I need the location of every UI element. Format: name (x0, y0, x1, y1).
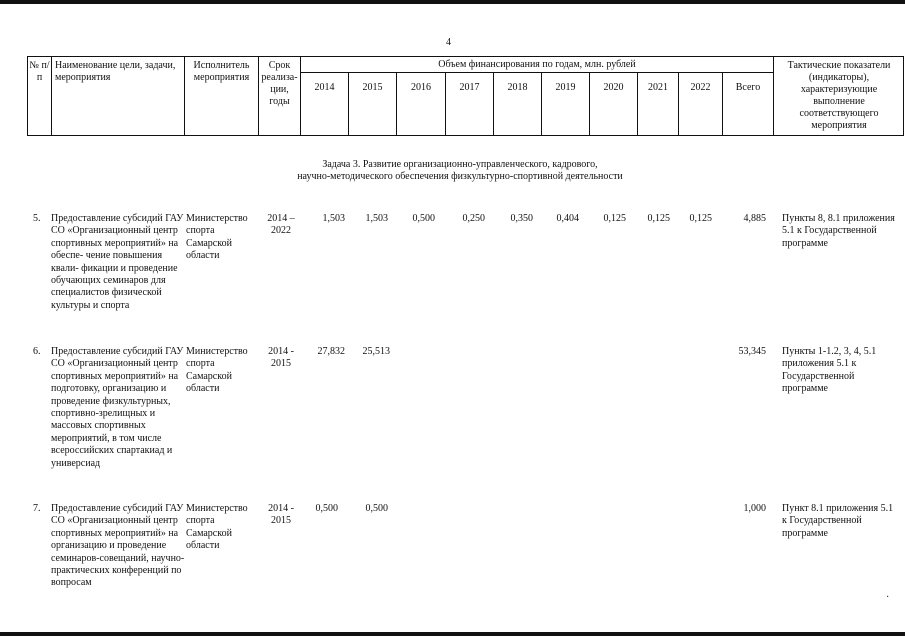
row-value: 25,513 (362, 346, 390, 357)
header-year: 2017 (459, 82, 480, 93)
header-divider (51, 57, 52, 135)
row-term: 2014 - 2015 (268, 346, 294, 370)
header-total: Всего (735, 82, 761, 93)
bottom-border (0, 632, 905, 636)
header-num: № п/п (29, 60, 50, 83)
row-indicators: Пункты 1-1.2, 3, 4, 5.1 приложения 5.1 к Государственной программе (782, 346, 877, 395)
row-value: 0,125 (689, 213, 712, 224)
header-year: 2016 (411, 82, 431, 93)
row-value: 1,503 (322, 213, 345, 224)
row-total: 53,345 (738, 346, 766, 357)
row-name: Предоставление субсидий ГАУ СО «Организационный центр спортивных мероприятий» на подготовку, организацию и проведение физкультурных, спортивно-зрелищных и массовых спортивных мероприятий, в том числе всероссийских спартакиад и универсиад (51, 346, 184, 469)
row-indicators: Пункты 8, 8.1 приложения 5.1 к Государственной программе (782, 213, 895, 249)
header-year: 2020 (603, 82, 624, 93)
row-name: Предоставление субсидий ГАУ СО «Организационный центр спортивных мероприятий» на организацию и проведение семинаров-совещаний, научно-практических конференций по вопросам (51, 503, 185, 589)
row-number: 7. (33, 503, 41, 514)
header-indicators: Тактические показатели (индикаторы), характеризующие выполнение соответствующего мероприятия (787, 60, 891, 131)
row-number: 6. (33, 346, 41, 357)
row-value: 0,500 (315, 503, 338, 514)
row-value: 0,125 (603, 213, 626, 224)
row-term: 2014 – 2022 (267, 213, 295, 237)
row-total: 4,885 (743, 213, 766, 224)
row-number: 5. (33, 213, 41, 224)
header-term: Срок реализа- ции, годы (261, 60, 298, 107)
row-value: 0,350 (510, 213, 533, 224)
row-name: Предоставление субсидий ГАУ СО «Организационный центр спортивных мероприятий» на обеспе- чение повышения квали- фикации и проведение обучающих семинаров для специалистов физической культуры и спорта (51, 213, 184, 311)
row-executor: Министерство спорта Самарской области (186, 346, 248, 395)
header-name: Наименование цели, задачи, мероприятия (55, 60, 176, 83)
row-indicators: Пункт 8.1 приложения 5.1 к Государственной программе (782, 503, 894, 539)
table-header (27, 56, 904, 136)
row-term: 2014 - 2015 (268, 503, 294, 527)
row-value: 0,500 (412, 213, 435, 224)
section-title: Задача 3. Развитие организационно-управленческого, кадрового, научно-методического обеспечения физкультурно-спортивной деятельности (297, 159, 623, 182)
row-value: 1,503 (365, 213, 388, 224)
row-value: 27,832 (317, 346, 345, 357)
page-number: 4 (446, 37, 451, 48)
row-value: 0,404 (556, 213, 579, 224)
header-executor: Исполнитель мероприятия (193, 60, 250, 83)
row-value: 0,250 (462, 213, 485, 224)
header-year: 2019 (555, 82, 576, 93)
row-total: 1,000 (743, 503, 766, 514)
header-year: 2014 (314, 82, 335, 93)
header-year: 2022 (690, 82, 711, 93)
row-value: 0,125 (647, 213, 670, 224)
row-executor: Министерство спорта Самарской области (186, 503, 248, 552)
header-divider (300, 72, 773, 73)
row-executor: Министерство спорта Самарской области (186, 213, 248, 262)
scan-dot: · (886, 592, 890, 603)
header-funding: Объем финансирования по годам, млн. рублей (438, 59, 636, 70)
row-value: 0,500 (365, 503, 388, 514)
top-border (0, 0, 905, 4)
header-year: 2015 (362, 82, 383, 93)
header-year: 2018 (507, 82, 528, 93)
header-year: 2021 (648, 82, 668, 93)
